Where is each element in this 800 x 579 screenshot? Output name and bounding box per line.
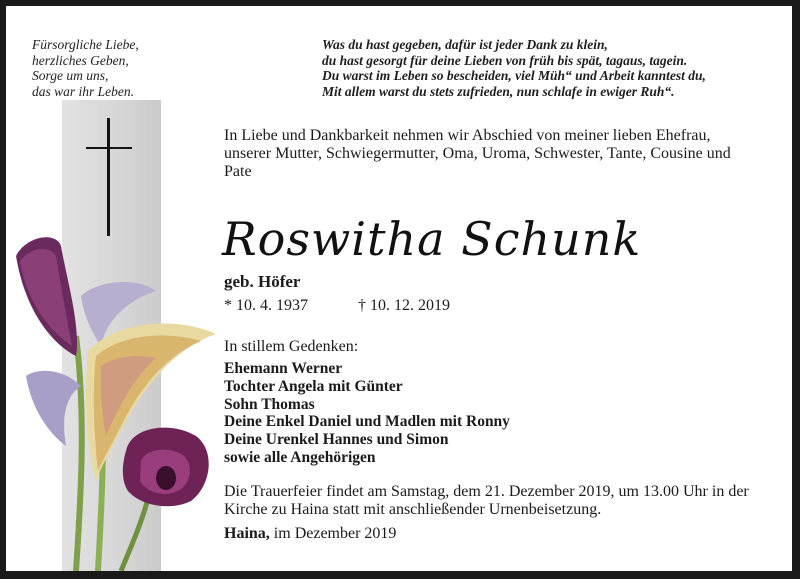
deceased-name: Roswitha Schunk xyxy=(222,212,642,266)
death-date: † 10. 12. 2019 xyxy=(358,297,450,314)
birth-name: geb. Höfer xyxy=(224,272,301,291)
mourners-list xyxy=(224,360,510,467)
place-date xyxy=(224,525,396,543)
list-item: Deine Urenkel Hannes und Simon xyxy=(224,431,449,449)
memory-intro: In stillem Gedenken: xyxy=(224,338,359,355)
list-item: Deine Enkel Daniel und Madlen mit Ronny xyxy=(224,413,510,431)
list-item: sowie alle Angehörigen xyxy=(224,448,376,466)
life-dates xyxy=(224,297,450,315)
funeral-info: Die Trauerfeier findet am Samstag, dem 21. Dezember 2019, um 13.00 Uhr in der Kirche zu Haina statt mit anschließender Urnenbeisetzung. xyxy=(224,483,749,518)
list-item: Ehemann Werner xyxy=(224,360,343,377)
intro-text: In Liebe und Dankbarkeit nehmen wir Abschied von meiner lieben Ehefrau, unserer Mutter, Schwiegermutter, Oma, Uroma, Schwester, Tante, Cousine und Pate xyxy=(224,127,731,180)
obituary-card xyxy=(6,6,792,571)
list-item: Sohn Thomas xyxy=(224,395,315,413)
place-date-text: im Dezember 2019 xyxy=(269,525,397,542)
cross-icon-bar xyxy=(86,147,132,149)
calla-lily-illustration xyxy=(6,216,226,571)
birth-date: * 10. 4. 1937 xyxy=(224,297,308,314)
left-poem: Fürsorgliche Liebe, herzliches Geben, Sorge um uns, das war ihr Leben. xyxy=(32,37,139,99)
right-poem: Was du hast gegeben, dafür ist jeder Dank zu klein, du hast gesorgt für deine Lieben von früh bis spät, tagaus, tagein. Du warst im Leben so bescheiden, viel Müh“ und Arbeit kanntest du, Mit allem warst du stets zufrieden, nun schlafe in ewiger Ruh“. xyxy=(322,37,706,99)
list-item: Tochter Angela mit Günter xyxy=(224,377,403,395)
place-name: Haina, xyxy=(224,525,270,542)
